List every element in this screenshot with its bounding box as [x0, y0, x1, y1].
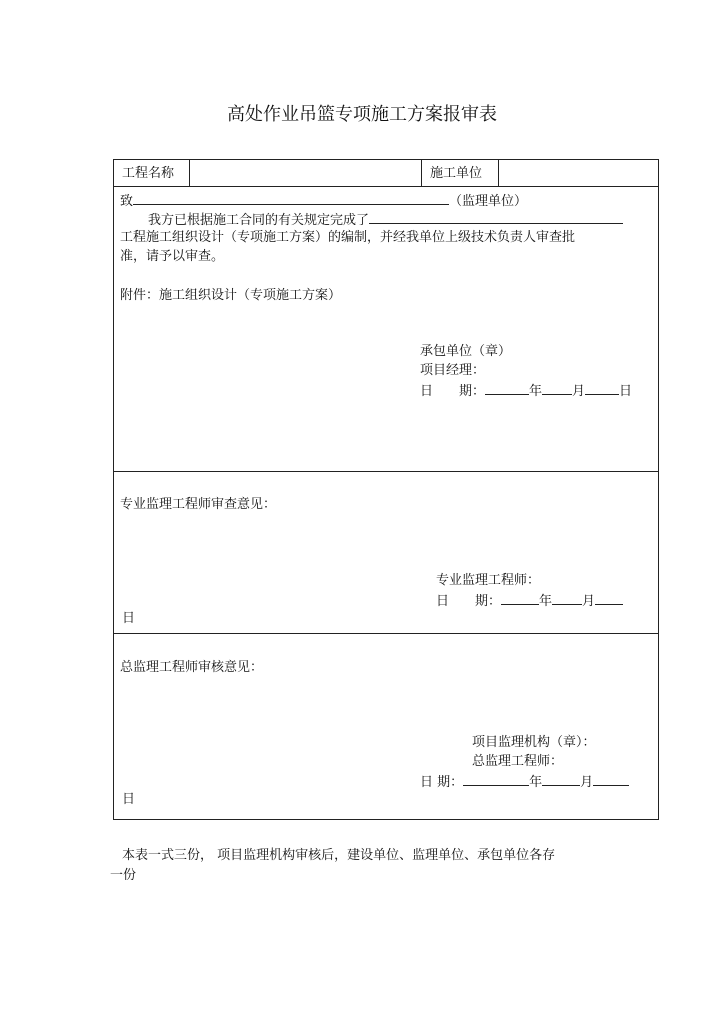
- to-line: [120, 192, 527, 210]
- project-manager-label: 项目经理：: [420, 363, 486, 378]
- section2-day-label: 日: [122, 611, 136, 626]
- specialist-opinion-label: 专业监理工程师审查意见：: [120, 497, 277, 512]
- construction-unit-label: 施工单位: [430, 166, 483, 181]
- date-label: 日 期：: [436, 594, 502, 609]
- month-blank[interactable]: [542, 382, 572, 395]
- chief-engineer-label: 总监理工程师：: [472, 754, 564, 769]
- month-label: 月: [582, 594, 596, 609]
- year-label: 年: [539, 594, 553, 609]
- day-blank[interactable]: [585, 382, 619, 395]
- year-blank[interactable]: [501, 592, 539, 605]
- to-suffix: （监理单位）: [449, 194, 528, 209]
- header-divider-2: [421, 159, 422, 186]
- month-blank[interactable]: [542, 773, 580, 786]
- footer-note: [110, 846, 630, 886]
- year-label: 年: [529, 384, 543, 399]
- attachment-line: 附件：施工组织设计（专项施工方案）: [120, 288, 342, 303]
- completion-text: 我方已根据施工合同的有关规定完成了: [148, 213, 370, 228]
- page-title: 高处作业吊篮专项施工方案报审表: [227, 104, 497, 125]
- footer-note-line-2: 一份: [110, 868, 137, 883]
- table-divider-section1: [113, 471, 659, 472]
- year-blank[interactable]: [463, 773, 529, 786]
- agency-seal-label: 项目监理机构（章）：: [472, 735, 596, 750]
- specialist-engineer-label: 专业监理工程师：: [436, 573, 541, 588]
- month-label: 月: [572, 384, 586, 399]
- body-line-2: 工程施工组织设计（专项施工方案）的编制，并经我单位上级技术负责人审查批: [120, 230, 576, 245]
- section1-date-line: [420, 382, 632, 400]
- contractor-seal-label: 承包单位（章）: [420, 344, 512, 359]
- to-prefix: 致: [120, 194, 134, 209]
- project-name-label: 工程名称: [122, 166, 175, 181]
- project-blank[interactable]: [369, 211, 623, 224]
- body-line-3: 准，请予以审查。: [120, 249, 225, 264]
- day-blank[interactable]: [593, 773, 629, 786]
- section3-day-label: 日: [122, 792, 136, 807]
- section3-date-line: [420, 773, 629, 791]
- supervision-unit-blank[interactable]: [133, 192, 449, 205]
- table-divider-section2: [113, 633, 659, 634]
- day-label: 日: [619, 384, 633, 399]
- chief-opinion-label: 总监理工程师审核意见：: [120, 660, 264, 675]
- section2-date-line: [436, 592, 623, 610]
- header-divider-3: [498, 159, 499, 186]
- header-divider-1: [189, 159, 190, 186]
- table-divider-header: [113, 186, 659, 187]
- month-label: 月: [580, 775, 594, 790]
- day-blank[interactable]: [595, 592, 623, 605]
- date-label: 日 期：: [420, 775, 464, 790]
- year-label: 年: [529, 775, 543, 790]
- footer-note-line-1: 本表一式三份， 项目监理机构审核后，建设单位、监理单位、承包单位各存: [122, 848, 556, 863]
- year-blank[interactable]: [485, 382, 529, 395]
- completion-line: [148, 211, 623, 229]
- date-label: 日 期：: [420, 384, 486, 399]
- month-blank[interactable]: [552, 592, 582, 605]
